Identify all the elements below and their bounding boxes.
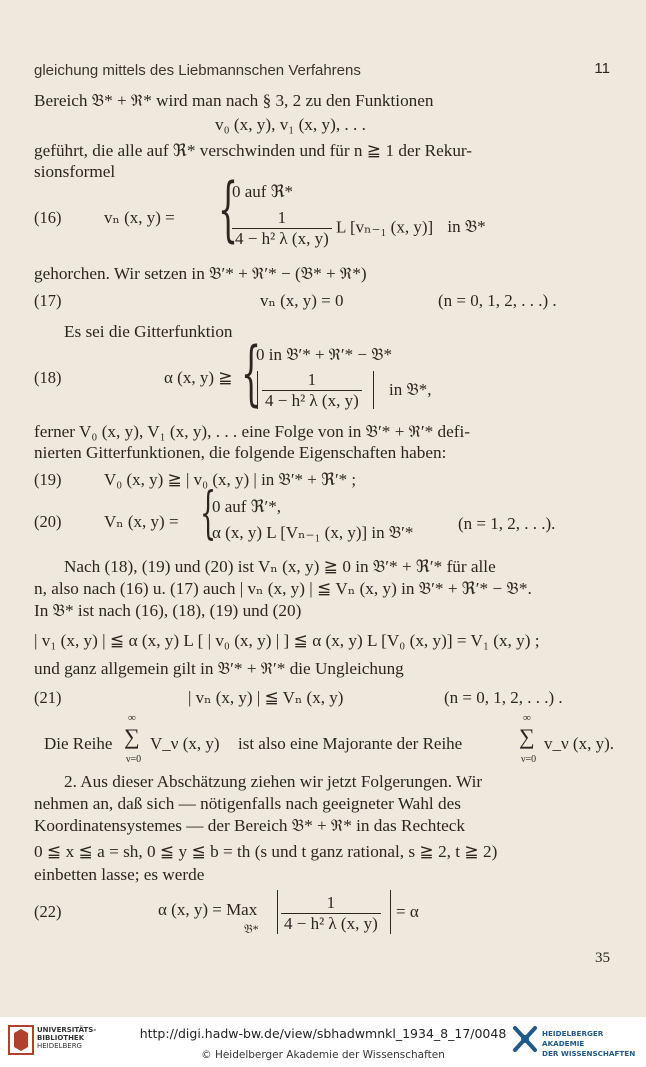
text-line-7: ferner V₀ (x, y), V₁ (x, y), . . . eine Folge von in 𝔅′* + ℜ′* defi- bbox=[34, 422, 471, 441]
equation-body: V₀ (x, y) ≧ | v₀ (x, y) | in 𝔅′* + ℜ′* ; bbox=[104, 470, 357, 489]
copyright-text: © Heidelberger Akademie der Wissenschaften bbox=[201, 1049, 445, 1061]
text-line-2: v₀ (x, y), v₁ (x, y), . . . bbox=[215, 115, 366, 134]
left-brace: { bbox=[200, 481, 217, 546]
case-1: 0 auf ℜ′*, bbox=[212, 497, 282, 516]
sum-1-term: V_ν (x, y) bbox=[150, 734, 220, 753]
academy-logo-text bbox=[542, 1029, 646, 1059]
equation-lhs: α (x, y) ≧ bbox=[164, 368, 233, 387]
equation-label: (21) bbox=[34, 688, 62, 707]
equation-label: (22) bbox=[34, 902, 62, 921]
text-line-6: Es sei die Gitterfunktion bbox=[64, 322, 233, 341]
equation-lhs: vₙ (x, y) = bbox=[104, 208, 175, 227]
equation-label: (18) bbox=[34, 368, 62, 387]
fraction-denominator: 4 − h² λ (x, y) bbox=[265, 391, 359, 410]
text-line-5: gehorchen. Wir setzen in 𝔅′* + ℜ′* − (𝔅* + ℜ*) bbox=[34, 264, 367, 283]
text-line-8: nierten Gitterfunktionen, die folgende Eigenschaften haben: bbox=[34, 443, 447, 462]
left-brace: { bbox=[218, 168, 239, 250]
text-line-19: einbetten lasse; es werde bbox=[34, 865, 205, 884]
fraction-numerator: 1 bbox=[281, 893, 381, 914]
sum-2-symbol: ∑ bbox=[519, 724, 535, 749]
fraction-denominator: 4 − h² λ (x, y) bbox=[284, 914, 378, 933]
equation-lhs: Vₙ (x, y) = bbox=[104, 512, 179, 531]
fraction-numerator: 1 bbox=[262, 370, 362, 391]
case-1: 0 in 𝔅′* + ℜ′* − 𝔅* bbox=[256, 345, 392, 364]
sum-2-lower: ν=0 bbox=[521, 754, 537, 765]
equation-rhs: = α bbox=[396, 902, 419, 921]
equation-label: (17) bbox=[34, 291, 62, 310]
equation-body: vₙ (x, y) = 0 bbox=[260, 291, 344, 310]
text-line-18: 0 ≦ x ≦ a = sh, 0 ≦ y ≦ b = th (s und t ganz rational, s ≧ 2, t ≧ 2) bbox=[34, 842, 498, 861]
text-line-1: Bereich 𝔅* + ℜ* wird man nach § 3, 2 zu den Funktionen bbox=[34, 91, 434, 110]
source-url-link[interactable]: http://digi.hadw-bw.de/view/sbhadwmnkl_1934_8_17/0048 bbox=[139, 1026, 507, 1041]
fraction-denominator: 4 − h² λ (x, y) bbox=[235, 229, 329, 248]
abs-bar-left bbox=[277, 890, 278, 934]
case-2-region: in 𝔅*, bbox=[389, 380, 432, 399]
equation-range: (n = 1, 2, . . .). bbox=[458, 514, 556, 533]
case-2-operator: L [vₙ₋₁ (x, y)] bbox=[336, 217, 434, 237]
sum-1-lower: ν=0 bbox=[126, 754, 142, 765]
abs-bar-left bbox=[257, 371, 258, 409]
max-subscript: 𝔅* bbox=[244, 922, 259, 936]
fraction-numerator: 1 bbox=[232, 208, 332, 229]
running-head: gleichung mittels des Liebmannschen Verfahrens bbox=[34, 62, 361, 79]
text-line-11: In 𝔅* ist nach (16), (18), (19) und (20) bbox=[34, 601, 302, 620]
case-2: α (x, y) L [Vₙ₋₁ (x, y)] in 𝔅′* bbox=[212, 523, 414, 542]
sum-2-upper: ∞ bbox=[523, 712, 531, 724]
fraction bbox=[262, 370, 362, 411]
case-2 bbox=[232, 208, 486, 249]
page-number-bottom: 35 bbox=[595, 950, 610, 966]
text-line-9: Nach (18), (19) und (20) ist Vₙ (x, y) ≧ 0 in 𝔅′* + ℜ′* für alle bbox=[64, 557, 496, 576]
academy-logo-line-2: DER WISSENSCHAFTEN bbox=[542, 1049, 636, 1058]
case-2-fraction bbox=[262, 370, 362, 411]
text-majorante: ist also eine Majorante der Reihe bbox=[238, 734, 463, 753]
sum-2-term: v_ν (x, y). bbox=[544, 734, 615, 753]
abs-bar-right bbox=[390, 890, 391, 934]
page-number-top: 11 bbox=[594, 60, 610, 77]
text-die-reihe: Die Reihe bbox=[44, 734, 113, 753]
text-line-12: | v₁ (x, y) | ≦ α (x, y) L [ | v₀ (x, y) | ] ≦ α (x, y) L [V₀ (x, y)] = V₁ (x, y) ; bbox=[34, 631, 540, 650]
text-line-17: Koordinatensystemes — der Bereich 𝔅* + ℜ* in das Rechteck bbox=[34, 816, 465, 835]
library-logo-line-2: BIBLIOTHEK bbox=[37, 1034, 85, 1042]
library-logo-line-3: HEIDELBERG bbox=[37, 1042, 82, 1050]
fraction bbox=[281, 893, 381, 934]
academy-emblem-icon bbox=[512, 1025, 538, 1053]
library-logo-line-1: UNIVERSITÄTS- bbox=[37, 1026, 97, 1034]
text-line-3: geführt, die alle auf ℜ* verschwinden und für n ≧ 1 der Rekur- bbox=[34, 141, 473, 160]
footer-bar bbox=[0, 1017, 646, 1067]
equation-range: (n = 0, 1, 2, . . .) . bbox=[438, 291, 557, 310]
equation-label: (16) bbox=[34, 208, 62, 227]
equation-body: | vₙ (x, y) | ≦ Vₙ (x, y) bbox=[188, 688, 344, 707]
equation-range: (n = 0, 1, 2, . . .) . bbox=[444, 688, 563, 707]
abs-bar-right bbox=[373, 371, 374, 409]
text-line-13: und ganz allgemein gilt in 𝔅′* + ℜ′* die Ungleichung bbox=[34, 659, 404, 678]
case-2-region: in 𝔅* bbox=[447, 217, 486, 237]
equation-label: (19) bbox=[34, 470, 62, 489]
text-line-16: nehmen an, daß sich — nötigenfalls nach geeigneter Wahl des bbox=[34, 794, 461, 813]
fraction bbox=[232, 208, 332, 249]
sum-1-upper: ∞ bbox=[128, 712, 136, 724]
academy-logo-line-1: HEIDELBERGER AKADEMIE bbox=[542, 1029, 604, 1048]
text-line-15: 2. Aus dieser Abschätzung ziehen wir jetzt Folgerungen. Wir bbox=[64, 772, 483, 791]
fraction-wrap bbox=[281, 893, 381, 934]
text-line-4: sionsformel bbox=[34, 162, 116, 181]
text-line-10: n, also nach (16) u. (17) auch | vₙ (x, y) | ≦ Vₙ (x, y) in 𝔅′* + ℜ′* − 𝔅*. bbox=[34, 579, 532, 598]
case-1: 0 auf ℜ* bbox=[232, 182, 294, 201]
sum-1-symbol: ∑ bbox=[124, 724, 140, 749]
equation-label: (20) bbox=[34, 512, 62, 531]
left-brace: { bbox=[241, 332, 262, 414]
equation-lhs: α (x, y) = Max bbox=[158, 900, 258, 919]
